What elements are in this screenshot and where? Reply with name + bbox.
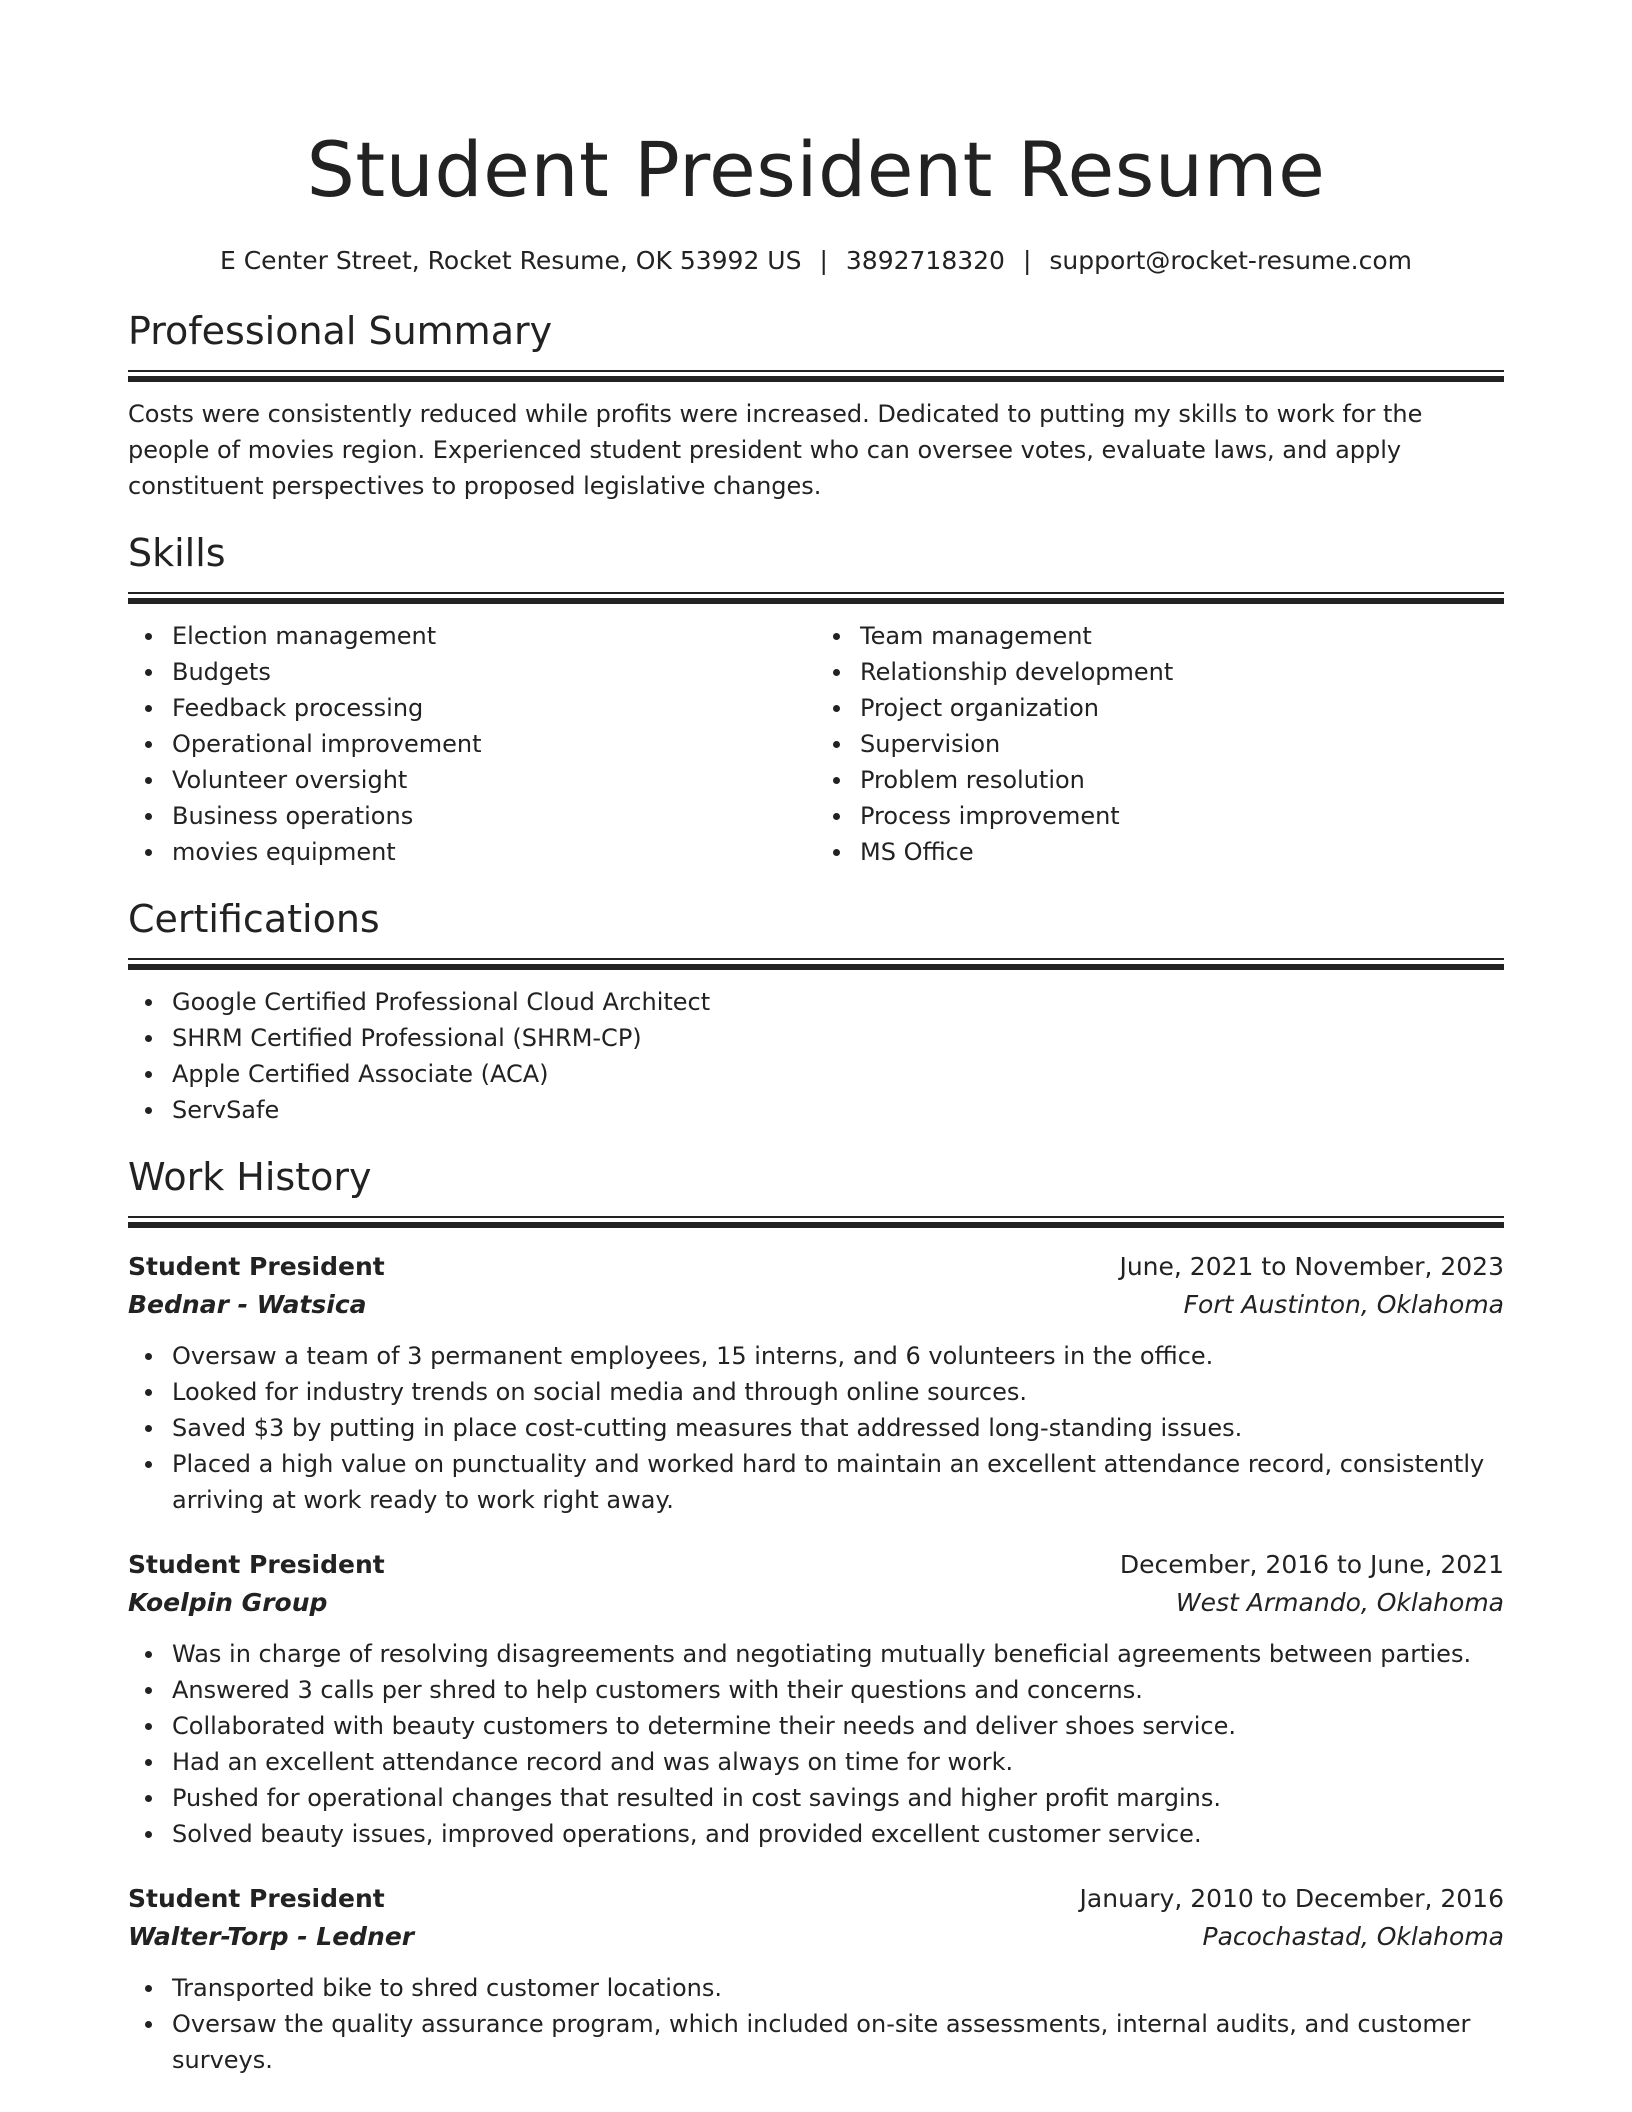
skills-heading: Skills — [128, 531, 226, 575]
job-location: Fort Austinton, Oklahoma — [1183, 1290, 1504, 1319]
summary-heading: Professional Summary — [128, 309, 553, 353]
job-company-row — [128, 1584, 1504, 1622]
skill-item: Business operations — [172, 798, 816, 834]
job-company-row — [128, 1286, 1504, 1324]
certification-item: ServSafe — [172, 1092, 1504, 1128]
job-bullet: Placed a high value on punctuality and worked hard to maintain an excellent attendance record, consistently arriving at work ready to work right away. — [172, 1446, 1504, 1518]
job-bullets — [128, 1970, 1504, 2078]
section-divider — [128, 592, 1504, 604]
skill-item: movies equipment — [172, 834, 816, 870]
certifications-heading: Certifications — [128, 897, 380, 941]
job-title: Student President — [128, 1252, 385, 1281]
job-company-row — [128, 1918, 1504, 1956]
section-divider — [128, 1216, 1504, 1228]
skill-item: Team management — [860, 618, 1504, 654]
job-bullet: Answered 3 calls per shred to help customers with their questions and concerns. — [172, 1672, 1504, 1708]
job-bullet: Pushed for operational changes that resulted in cost savings and higher profit margins. — [172, 1780, 1504, 1816]
job-bullet: Was in charge of resolving disagreements and negotiating mutually beneficial agreements between parties. — [172, 1636, 1504, 1672]
skill-item: Problem resolution — [860, 762, 1504, 798]
contact-address: E Center Street, Rocket Resume, OK 53992 US — [219, 246, 802, 275]
job-company: Koelpin Group — [128, 1588, 328, 1617]
certifications-section — [128, 894, 1504, 1128]
job-header-row — [128, 1546, 1504, 1584]
skill-item: Supervision — [860, 726, 1504, 762]
job-bullet: Transported bike to shred customer locations. — [172, 1970, 1504, 2006]
section-divider — [128, 370, 1504, 382]
job-company: Bednar - Watsica — [128, 1290, 367, 1319]
job-entry — [128, 1880, 1504, 2078]
job-title: Student President — [128, 1884, 385, 1913]
skill-item: Relationship development — [860, 654, 1504, 690]
skill-item: Project organization — [860, 690, 1504, 726]
skill-item: Process improvement — [860, 798, 1504, 834]
job-location: Pacochastad, Oklahoma — [1202, 1922, 1504, 1951]
skills-list-left — [128, 618, 816, 870]
job-entry — [128, 1546, 1504, 1852]
skills-grid — [128, 604, 1504, 870]
job-bullet: Collaborated with beauty customers to determine their needs and deliver shoes service. — [172, 1708, 1504, 1744]
contact-line — [128, 244, 1504, 278]
certification-item: Apple Certified Associate (ACA) — [172, 1056, 1504, 1092]
summary-text: Costs were consistently reduced while profits were increased. Dedicated to putting my skills to work for the people of movies region. Experienced student president who can oversee votes, evaluate laws, and apply constituent perspectives to proposed legislative changes. — [128, 400, 1423, 500]
job-bullet: Oversaw the quality assurance program, which included on-site assessments, internal audits, and customer surveys. — [172, 2006, 1504, 2078]
job-bullet: Looked for industry trends on social media and through online sources. — [172, 1374, 1504, 1410]
job-bullets — [128, 1338, 1504, 1518]
contact-phone: 3892718320 — [845, 246, 1005, 275]
certifications-list — [128, 984, 1504, 1128]
contact-separator: | — [1022, 246, 1032, 275]
job-header-row — [128, 1248, 1504, 1286]
contact-email: support@rocket-resume.com — [1049, 246, 1413, 275]
job-title: Student President — [128, 1550, 385, 1579]
job-bullet: Oversaw a team of 3 permanent employees, 15 interns, and 6 volunteers in the office. — [172, 1338, 1504, 1374]
job-entry — [128, 1248, 1504, 1518]
job-dates: December, 2016 to June, 2021 — [1119, 1550, 1504, 1579]
skill-item: Operational improvement — [172, 726, 816, 762]
skills-list-right — [816, 618, 1504, 870]
skill-item: MS Office — [860, 834, 1504, 870]
page-title: Student President Resume — [306, 125, 1326, 214]
certification-item: Google Certified Professional Cloud Architect — [172, 984, 1504, 1020]
skill-item: Election management — [172, 618, 816, 654]
job-location: West Armando, Oklahoma — [1175, 1588, 1504, 1617]
job-dates: January, 2010 to December, 2016 — [1079, 1884, 1504, 1913]
job-bullets — [128, 1636, 1504, 1852]
job-company: Walter-Torp - Ledner — [128, 1922, 415, 1951]
skill-item: Feedback processing — [172, 690, 816, 726]
certification-item: SHRM Certified Professional (SHRM-CP) — [172, 1020, 1504, 1056]
skills-section — [128, 528, 1504, 870]
job-bullet: Had an excellent attendance record and was always on time for work. — [172, 1744, 1504, 1780]
job-dates: June, 2021 to November, 2023 — [1119, 1252, 1504, 1281]
section-divider — [128, 958, 1504, 970]
skill-item: Budgets — [172, 654, 816, 690]
job-bullet: Solved beauty issues, improved operations, and provided excellent customer service. — [172, 1816, 1504, 1852]
summary-section — [128, 306, 1504, 504]
work-history-section — [128, 1152, 1504, 2078]
contact-separator: | — [819, 246, 828, 275]
skill-item: Volunteer oversight — [172, 762, 816, 798]
job-header-row — [128, 1880, 1504, 1918]
job-bullet: Saved $3 by putting in place cost-cutting measures that addressed long-standing issues. — [172, 1410, 1504, 1446]
work-history-heading: Work History — [128, 1155, 372, 1199]
